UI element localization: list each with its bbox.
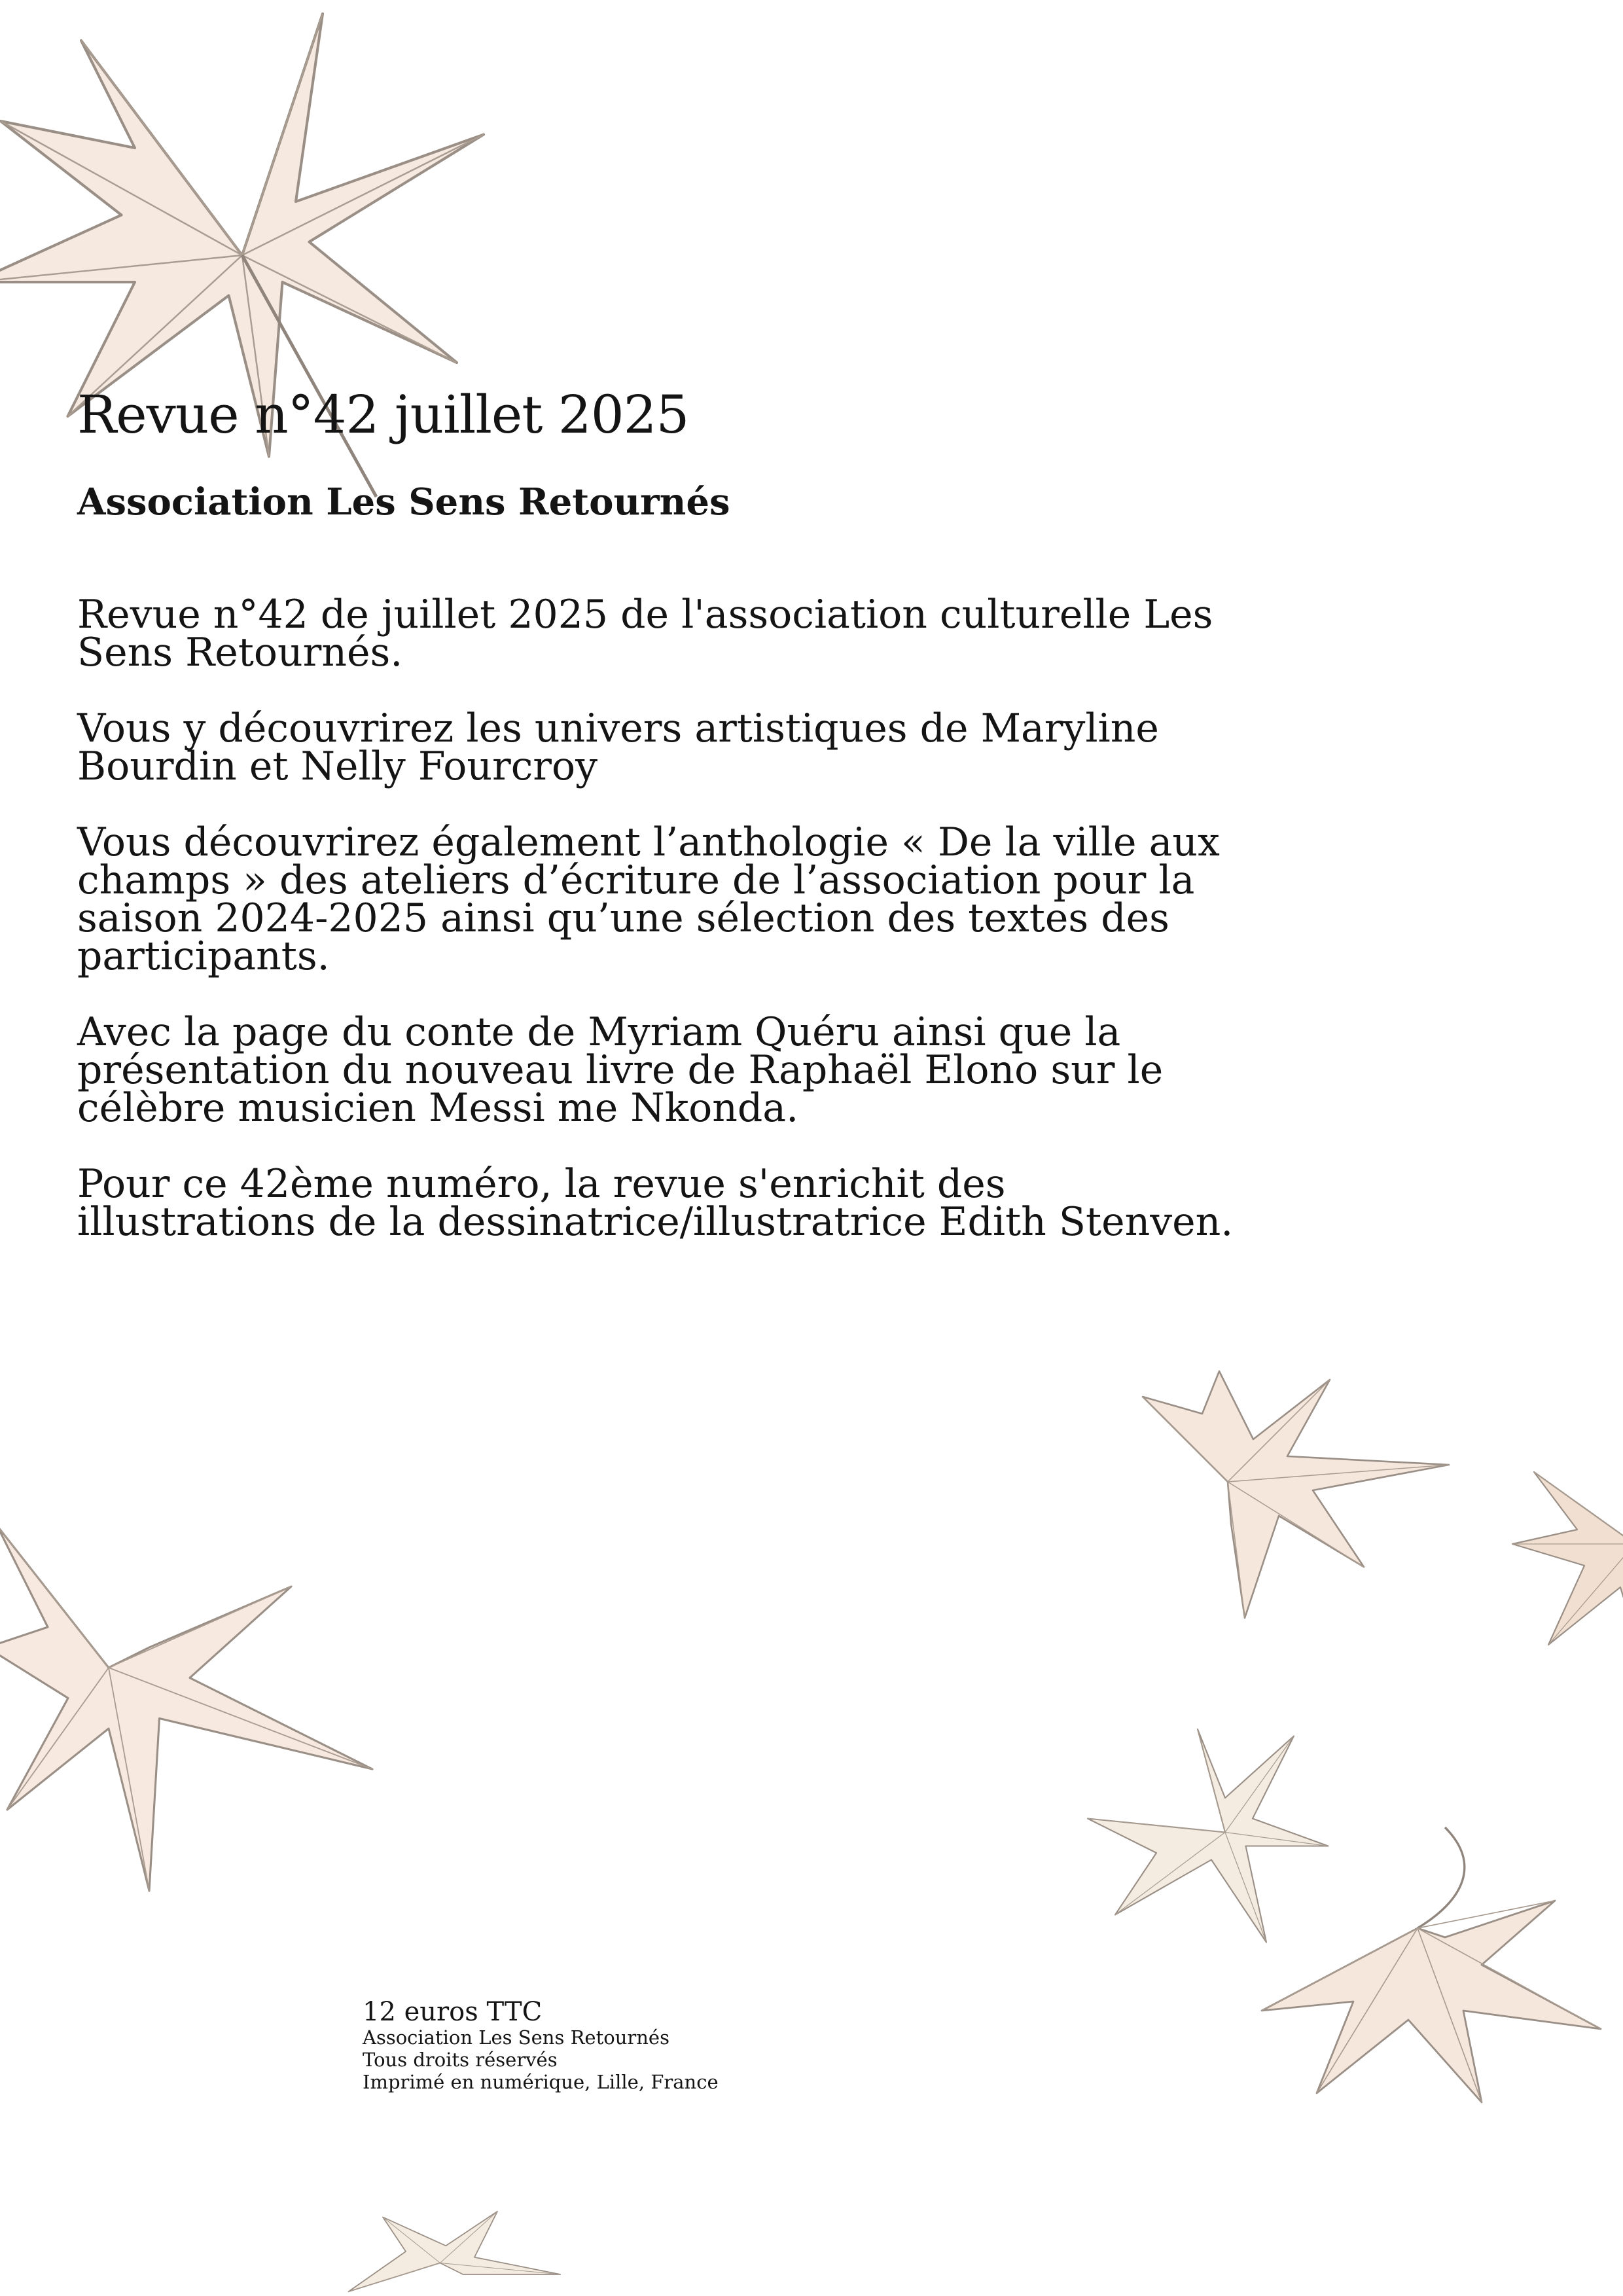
leaf-illustration-bottom xyxy=(327,2206,576,2296)
paragraph-intro: Revue n°42 de juillet 2025 de l'association culturelle Les Sens Retournés. xyxy=(77,592,1213,675)
leaf-illustration-right-edge xyxy=(1505,1427,1623,1676)
price-label: 12 euros TTC xyxy=(363,1997,543,2027)
page-title: Revue n°42 juillet 2025 xyxy=(77,384,689,445)
publisher-label: Association Les Sens Retournés xyxy=(363,2026,669,2049)
paragraph-illustrations: Pour ce 42ème numéro, la revue s'enrichit des illustrations de la dessinatrice/illustratrice Edith Stenven. xyxy=(77,1161,1234,1245)
leaf-illustration-top-left xyxy=(0,0,510,524)
colophon xyxy=(363,1998,719,2093)
paragraph-artists: Vous y découvrirez les univers artistiques de Maryline Bourdin et Nelly Fourcroy xyxy=(77,706,1159,789)
paragraph-tale: Avec la page du conte de Myriam Quéru ainsi que la présentation du nouveau livre de Raphaël Elono sur le célèbre musicien Messi me Nkonda. xyxy=(77,1009,1164,1131)
paragraph-anthology: Vous découvrirez également l’anthologie « De la ville aux champs » des ateliers d’écriture de l’association pour la saison 2024-2025 ainsi qu’une sélection des textes des participants. xyxy=(77,819,1220,979)
rights-label: Tous droits réservés xyxy=(363,2049,558,2071)
page-subtitle: Association Les Sens Retournés xyxy=(77,480,730,524)
leaf-illustration-right-upper xyxy=(1126,1361,1466,1636)
description-body xyxy=(77,592,1242,1279)
printing-label: Imprimé en numérique, Lille, France xyxy=(363,2071,719,2093)
leaf-illustration-bottom-right xyxy=(1243,1754,1610,2121)
leaf-illustration-left-middle xyxy=(0,1505,399,1911)
